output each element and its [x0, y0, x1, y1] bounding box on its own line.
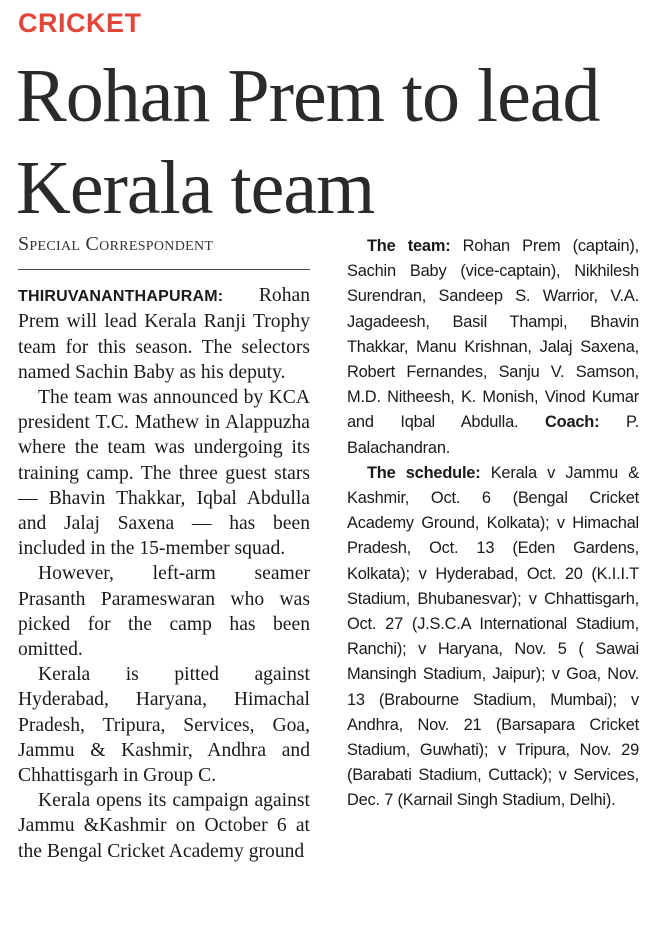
section-kicker: CRICKET — [18, 8, 142, 38]
schedule-label: The schedule: — [367, 463, 481, 482]
team-text: Rohan Prem (captain), Sachin Baby (vice-captain), Nikhilesh Surendran, Sandeep S. Warrior, V.A. Jagadeesh, Basil Thampi, Bhavin Thakkar, Manu Krishnan, Jalaj Saxena, Robert Fernandes, Sanju V. Samson, M.D. Nitheesh, K. Monish, Vinod Kumar and Iqbal Abdulla. — [347, 237, 639, 432]
article-column-left — [18, 232, 310, 864]
byline: Special Correspondent — [18, 232, 310, 270]
headline: Rohan Prem to lead Kerala team — [16, 54, 600, 230]
paragraph-3: However, left-arm seamer Prasanth Parameswaran who was picked for the camp has been omitted. — [18, 563, 310, 661]
coach-text: P. Balachandran. — [347, 413, 639, 457]
coach-label: Coach: — [518, 413, 600, 432]
paragraph-4: Kerala is pitted against Hyderabad, Haryana, Himachal Pradesh, Tripura, Services, Goa, Jammu & Kashmir, Andhra and Chhattisgarh in Group C. — [18, 664, 310, 787]
lead-paragraph — [18, 283, 310, 385]
team-label: The team: — [367, 237, 451, 255]
schedule-list — [347, 461, 639, 814]
paragraph-5: Kerala opens its campaign against Jammu &Kashmir on October 6 at the Bengal Cricket Academy ground — [18, 790, 310, 862]
paragraph-2: The team was announced by KCA president T.C. Mathew in Alappuzha where the team was undergoing its training camp. The three guest stars — Bhavin Thakkar, Iqbal Abdulla and Jalaj Saxena — has been included in the 15-member squad. — [18, 387, 310, 560]
article-column-right — [347, 234, 639, 814]
team-list — [347, 234, 639, 461]
schedule-text: Kerala v Jammu & Kashmir, Oct. 6 (Bengal Cricket Academy Ground, Kolkata); v Himachal Pradesh, Oct. 13 (Eden Gardens, Kolkata); v Hyderabad, Oct. 20 (K.I.I.T Stadium, Bhubanesvar); v Chhattisgarh, Oct. 27 (J.S.C.A International Stadium, Ranchi); v Haryana, Nov. 5 ( Sawai Mansingh Stadium, Jaipur); v Goa, Nov. 13 (Brabourne Stadium, Mumbai); v Andhra, Nov. 21 (Barsapara Cricket Stadium, Guwhati); v Tripura, Nov. 29 (Barabati Stadium, Cuttack); v Services, Dec. 7 (Karnail Singh Stadium, Delhi). — [347, 463, 640, 810]
dateline: THIRUVANANTHAPURAM: — [18, 288, 224, 306]
paragraph-1-text: Rohan Prem will lead Kerala Ranji Trophy team for this season. The selectors named Sachin Baby as his deputy. — [18, 285, 310, 383]
